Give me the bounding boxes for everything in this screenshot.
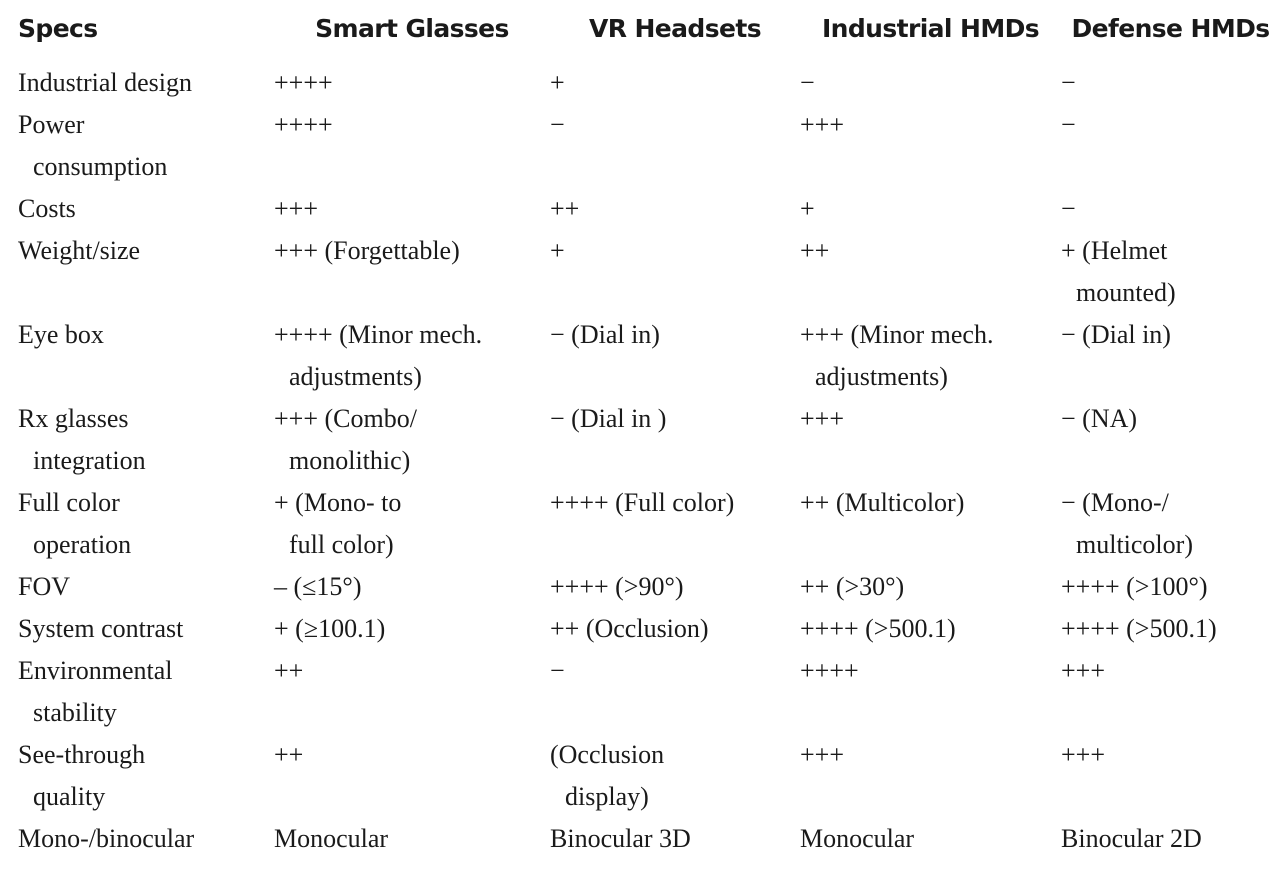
vr-headsets-cell	[550, 62, 800, 104]
cell-text-line: adjustments)	[815, 362, 948, 391]
spec-name-cell	[18, 398, 274, 482]
cell-text-line: − (Mono-/	[1061, 488, 1169, 517]
cell-text-line: − (Dial in)	[1061, 320, 1171, 349]
vr-headsets-cell	[550, 314, 800, 398]
table-row	[18, 734, 1280, 818]
smart-glasses-cell	[274, 482, 550, 566]
table-row	[18, 62, 1280, 104]
spec-name-cell	[18, 188, 274, 230]
vr-headsets-cell	[550, 398, 800, 482]
industrial-hmds-cell	[800, 734, 1061, 818]
table-row	[18, 482, 1280, 566]
smart-glasses-cell	[274, 188, 550, 230]
industrial-hmds-cell	[800, 230, 1061, 314]
cell-text-line: ++++ (>90°)	[550, 572, 684, 601]
cell-text-line: +	[550, 68, 565, 97]
smart-glasses-cell	[274, 818, 550, 860]
cell-text-line: ++++	[800, 656, 859, 685]
cell-text-line: ++++ (>500.1)	[1061, 614, 1217, 643]
header-smart-glasses: Smart Glasses	[315, 13, 509, 43]
cell-text-line: consumption	[33, 152, 168, 181]
cell-text-line: ++++ (>100°)	[1061, 572, 1208, 601]
cell-text-line: Monocular	[800, 824, 915, 853]
defense-hmds-cell	[1061, 818, 1280, 860]
table-row	[18, 314, 1280, 398]
cell-text-line: −	[1061, 194, 1076, 223]
table-row	[18, 650, 1280, 734]
cell-text-line: ++	[550, 194, 580, 223]
cell-text-line: ++ (>30°)	[800, 572, 905, 601]
industrial-hmds-cell	[800, 188, 1061, 230]
table-row	[18, 230, 1280, 314]
table-row	[18, 818, 1280, 860]
vr-headsets-cell	[550, 230, 800, 314]
industrial-hmds-cell	[800, 314, 1061, 398]
cell-text-line: −	[1061, 68, 1076, 97]
vr-headsets-cell	[550, 608, 800, 650]
defense-hmds-cell	[1061, 734, 1280, 818]
cell-text-line: +++ (Minor mech.	[800, 320, 994, 349]
industrial-hmds-cell	[800, 818, 1061, 860]
cell-text-line: Power	[18, 110, 85, 139]
cell-text-line: + (Mono- to	[274, 488, 402, 517]
cell-text-line: ++ (Multicolor)	[800, 488, 965, 517]
header-vr-headsets: VR Headsets	[588, 13, 761, 43]
cell-text-line: Costs	[18, 194, 76, 223]
cell-text-line: integration	[33, 446, 146, 475]
cell-text-line: mounted)	[1076, 278, 1176, 307]
spec-name-cell	[18, 566, 274, 608]
specs-comparison-table	[18, 0, 1280, 860]
cell-text-line: + (Helmet	[1061, 236, 1168, 265]
vr-headsets-cell	[550, 818, 800, 860]
cell-text-line: Environmental	[18, 656, 173, 685]
cell-text-line: Monocular	[274, 824, 389, 853]
smart-glasses-cell	[274, 398, 550, 482]
vr-headsets-cell	[550, 650, 800, 734]
defense-hmds-cell	[1061, 104, 1280, 188]
spec-name-cell	[18, 62, 274, 104]
cell-text-line: +++	[800, 110, 844, 139]
cell-text-line: System contrast	[18, 614, 184, 643]
table-header-row	[18, 0, 1280, 62]
defense-hmds-cell	[1061, 566, 1280, 608]
smart-glasses-cell	[274, 650, 550, 734]
industrial-hmds-cell	[800, 566, 1061, 608]
defense-hmds-cell	[1061, 188, 1280, 230]
cell-text-line: Binocular 2D	[1061, 824, 1202, 853]
spec-name-cell	[18, 230, 274, 314]
cell-text-line: −	[1061, 110, 1076, 139]
smart-glasses-cell	[274, 734, 550, 818]
cell-text-line: Rx glasses	[18, 404, 129, 433]
defense-hmds-cell	[1061, 314, 1280, 398]
smart-glasses-cell	[274, 104, 550, 188]
header-specs: Specs	[18, 13, 98, 43]
vr-headsets-cell	[550, 188, 800, 230]
cell-text-line: ++++ (>500.1)	[800, 614, 956, 643]
industrial-hmds-cell	[800, 482, 1061, 566]
spec-name-cell	[18, 734, 274, 818]
cell-text-line: − (NA)	[1061, 404, 1138, 433]
cell-text-line: multicolor)	[1076, 530, 1193, 559]
cell-text-line: Full color	[18, 488, 120, 517]
defense-hmds-cell	[1061, 230, 1280, 314]
vr-headsets-cell	[550, 734, 800, 818]
cell-text-line: – (≤15°)	[274, 572, 362, 601]
cell-text-line: quality	[33, 782, 106, 811]
header-defense-hmds: Defense HMDs	[1071, 13, 1270, 43]
cell-text-line: Binocular 3D	[550, 824, 691, 853]
table-row	[18, 104, 1280, 188]
cell-text-line: display)	[565, 782, 649, 811]
cell-text-line: − (Dial in)	[550, 320, 660, 349]
defense-hmds-cell	[1061, 398, 1280, 482]
cell-text-line: −	[800, 68, 815, 97]
spec-name-cell	[18, 482, 274, 566]
cell-text-line: +	[800, 194, 815, 223]
cell-text-line: Mono-/binocular	[18, 824, 195, 853]
table-body	[18, 62, 1280, 860]
defense-hmds-cell	[1061, 650, 1280, 734]
cell-text-line: ++	[274, 656, 304, 685]
cell-text-line: full color)	[289, 530, 394, 559]
cell-text-line: +++ (Combo/	[274, 404, 417, 433]
spec-name-cell	[18, 104, 274, 188]
industrial-hmds-cell	[800, 650, 1061, 734]
cell-text-line: +++	[800, 740, 844, 769]
spec-name-cell	[18, 650, 274, 734]
cell-text-line: − (Dial in )	[550, 404, 667, 433]
spec-name-cell	[18, 314, 274, 398]
cell-text-line: +++	[800, 404, 844, 433]
smart-glasses-cell	[274, 230, 550, 314]
smart-glasses-cell	[274, 314, 550, 398]
smart-glasses-cell	[274, 566, 550, 608]
table-row	[18, 566, 1280, 608]
cell-text-line: stability	[33, 698, 117, 727]
cell-text-line: ++++ (Full color)	[550, 488, 735, 517]
cell-text-line: +++	[1061, 740, 1105, 769]
industrial-hmds-cell	[800, 608, 1061, 650]
cell-text-line: −	[550, 656, 565, 685]
cell-text-line: ++++	[274, 68, 333, 97]
vr-headsets-cell	[550, 104, 800, 188]
cell-text-line: FOV	[18, 572, 71, 601]
cell-text-line: operation	[33, 530, 132, 559]
defense-hmds-cell	[1061, 62, 1280, 104]
cell-text-line: Industrial design	[18, 68, 193, 97]
defense-hmds-cell	[1061, 482, 1280, 566]
cell-text-line: (Occlusion	[550, 740, 665, 769]
industrial-hmds-cell	[800, 398, 1061, 482]
smart-glasses-cell	[274, 608, 550, 650]
vr-headsets-cell	[550, 566, 800, 608]
defense-hmds-cell	[1061, 608, 1280, 650]
table-row	[18, 398, 1280, 482]
cell-text-line: ++++ (Minor mech.	[274, 320, 483, 349]
cell-text-line: ++	[274, 740, 304, 769]
cell-text-line: +	[550, 236, 565, 265]
cell-text-line: Eye box	[18, 320, 104, 349]
cell-text-line: +++	[274, 194, 318, 223]
cell-text-line: ++++	[274, 110, 333, 139]
cell-text-line: ++	[800, 236, 830, 265]
cell-text-line: See-through	[18, 740, 146, 769]
spec-name-cell	[18, 608, 274, 650]
cell-text-line: −	[550, 110, 565, 139]
cell-text-line: +++	[1061, 656, 1105, 685]
spec-name-cell	[18, 818, 274, 860]
header-industrial-hmds: Industrial HMDs	[821, 13, 1040, 43]
cell-text-line: Weight/size	[18, 236, 141, 265]
cell-text-line: +++ (Forgettable)	[274, 236, 460, 265]
cell-text-line: monolithic)	[289, 446, 411, 475]
table-row	[18, 188, 1280, 230]
cell-text-line: ++ (Occlusion)	[550, 614, 709, 643]
vr-headsets-cell	[550, 482, 800, 566]
industrial-hmds-cell	[800, 62, 1061, 104]
industrial-hmds-cell	[800, 104, 1061, 188]
smart-glasses-cell	[274, 62, 550, 104]
table-row	[18, 608, 1280, 650]
cell-text-line: adjustments)	[289, 362, 422, 391]
cell-text-line: + (≥100.1)	[274, 614, 386, 643]
